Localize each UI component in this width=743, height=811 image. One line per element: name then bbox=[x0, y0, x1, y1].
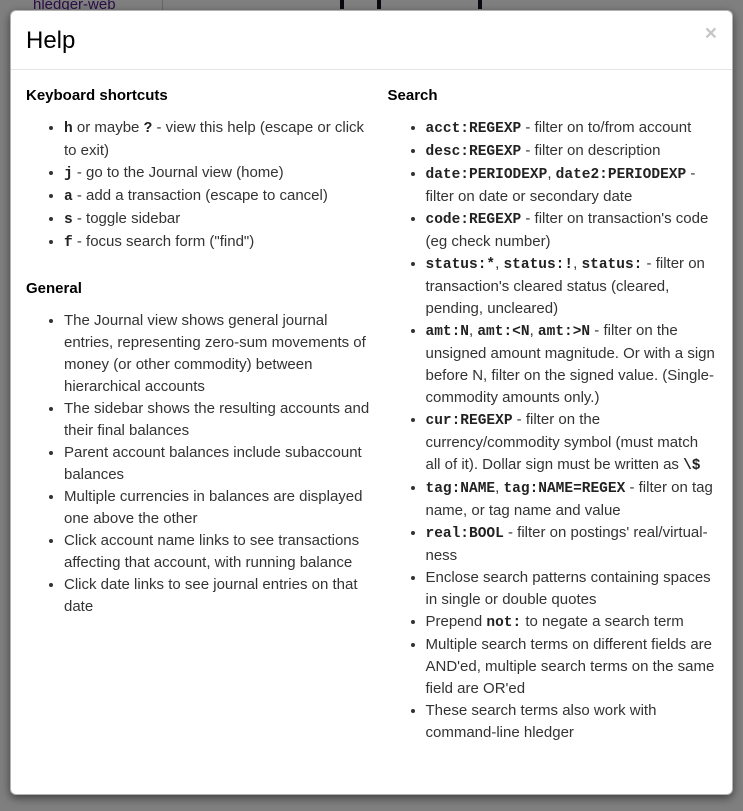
help-list-item: • date:PERIODEXP, date2:PERIODEXP - filter on date or secondary date bbox=[426, 163, 718, 208]
help-list-item: • f - focus search form ("find") bbox=[64, 231, 372, 254]
section-search bbox=[388, 85, 718, 744]
code-term: tag:NAME bbox=[425, 481, 496, 497]
modal-title: Help bbox=[26, 27, 76, 54]
code-term: f bbox=[64, 235, 73, 251]
code-term: a bbox=[64, 189, 73, 205]
left-column bbox=[26, 85, 372, 754]
code-term: j bbox=[64, 166, 73, 182]
help-list bbox=[388, 117, 718, 744]
help-list bbox=[26, 310, 372, 618]
section-keyboard-shortcuts bbox=[26, 85, 372, 254]
help-list-item: • Multiple search terms on different fields are AND'ed, multiple search terms on the same field are OR'ed bbox=[426, 634, 718, 700]
help-list-item: • h or maybe ? - view this help (escape or click to exit) bbox=[64, 117, 372, 162]
code-term: real:BOOL bbox=[425, 526, 504, 542]
close-icon[interactable]: × bbox=[704, 22, 717, 45]
code-term: h bbox=[64, 121, 73, 137]
section-heading: Keyboard shortcuts bbox=[26, 87, 168, 104]
code-term: ? bbox=[143, 121, 153, 137]
help-list-item: • tag:NAME, tag:NAME=REGEX - filter on tag name, or tag name and value bbox=[426, 477, 718, 522]
help-list-item: • code:REGEXP - filter on transaction's code (eg check number) bbox=[426, 208, 718, 253]
section-heading: General bbox=[26, 280, 82, 297]
code-term: cur:REGEXP bbox=[425, 413, 513, 429]
help-list bbox=[26, 117, 372, 254]
code-term: tag:NAME=REGEX bbox=[503, 481, 626, 497]
code-term: status:! bbox=[503, 257, 574, 273]
help-list-item: • j - go to the Journal view (home) bbox=[64, 162, 372, 185]
help-list-item: • Parent account balances include subaccount balances bbox=[64, 442, 372, 486]
help-list-item: • acct:REGEXP - filter on to/from account bbox=[426, 117, 718, 140]
help-list-item: • The Journal view shows general journal entries, representing zero-sum movements of money (or other commodity) between hierarchical accounts bbox=[64, 310, 372, 398]
help-list-item: • desc:REGEXP - filter on description bbox=[426, 140, 718, 163]
modal-header bbox=[11, 11, 732, 70]
help-list-item: • status:*, status:!, status: - filter on transaction's cleared status (cleared, pending, uncleared) bbox=[426, 253, 718, 320]
code-term: amt:N bbox=[425, 324, 470, 340]
help-list-item: • s - toggle sidebar bbox=[64, 208, 372, 231]
code-term: date2:PERIODEXP bbox=[555, 167, 687, 183]
help-list-item: • amt:N, amt:<N, amt:>N - filter on the unsigned amount magnitude. Or with a sign before N, filter on the signed value. (Single-commodity amounts only.) bbox=[426, 320, 718, 409]
section-heading: Search bbox=[387, 87, 438, 104]
help-list-item: • The sidebar shows the resulting accounts and their final balances bbox=[64, 398, 372, 442]
help-list-item: • Enclose search patterns containing spaces in single or double quotes bbox=[426, 567, 718, 611]
help-list-item: • Click date links to see journal entries on that date bbox=[64, 574, 372, 618]
code-term: amt:>N bbox=[537, 324, 591, 340]
help-list-item: • real:BOOL - filter on postings' real/virtual-ness bbox=[426, 522, 718, 567]
modal-body bbox=[11, 70, 732, 794]
help-list-item: • cur:REGEXP - filter on the currency/commodity symbol (must match all of it). Dollar sign must be written as \$ bbox=[426, 409, 718, 477]
code-term: status: bbox=[581, 257, 643, 273]
code-term: code:REGEXP bbox=[425, 212, 522, 228]
help-list-item: • a - add a transaction (escape to cancel) bbox=[64, 185, 372, 208]
help-list-item: • Multiple currencies in balances are displayed one above the other bbox=[64, 486, 372, 530]
code-term: s bbox=[64, 212, 73, 228]
code-term: acct:REGEXP bbox=[425, 121, 522, 137]
code-term: status:* bbox=[425, 257, 496, 273]
right-column bbox=[372, 85, 718, 754]
help-list-item: • Click account name links to see transactions affecting that account, with running balance bbox=[64, 530, 372, 574]
help-list-item: • Prepend not: to negate a search term bbox=[426, 611, 718, 634]
code-term: amt:<N bbox=[477, 324, 530, 340]
section-general bbox=[26, 278, 372, 618]
help-list-item: • These search terms also work with command-line hledger bbox=[426, 700, 718, 744]
code-term: not: bbox=[486, 615, 522, 631]
code-term: date:PERIODEXP bbox=[425, 167, 548, 183]
code-term: desc:REGEXP bbox=[425, 144, 522, 160]
help-modal bbox=[10, 10, 733, 795]
code-term: \$ bbox=[683, 458, 701, 474]
